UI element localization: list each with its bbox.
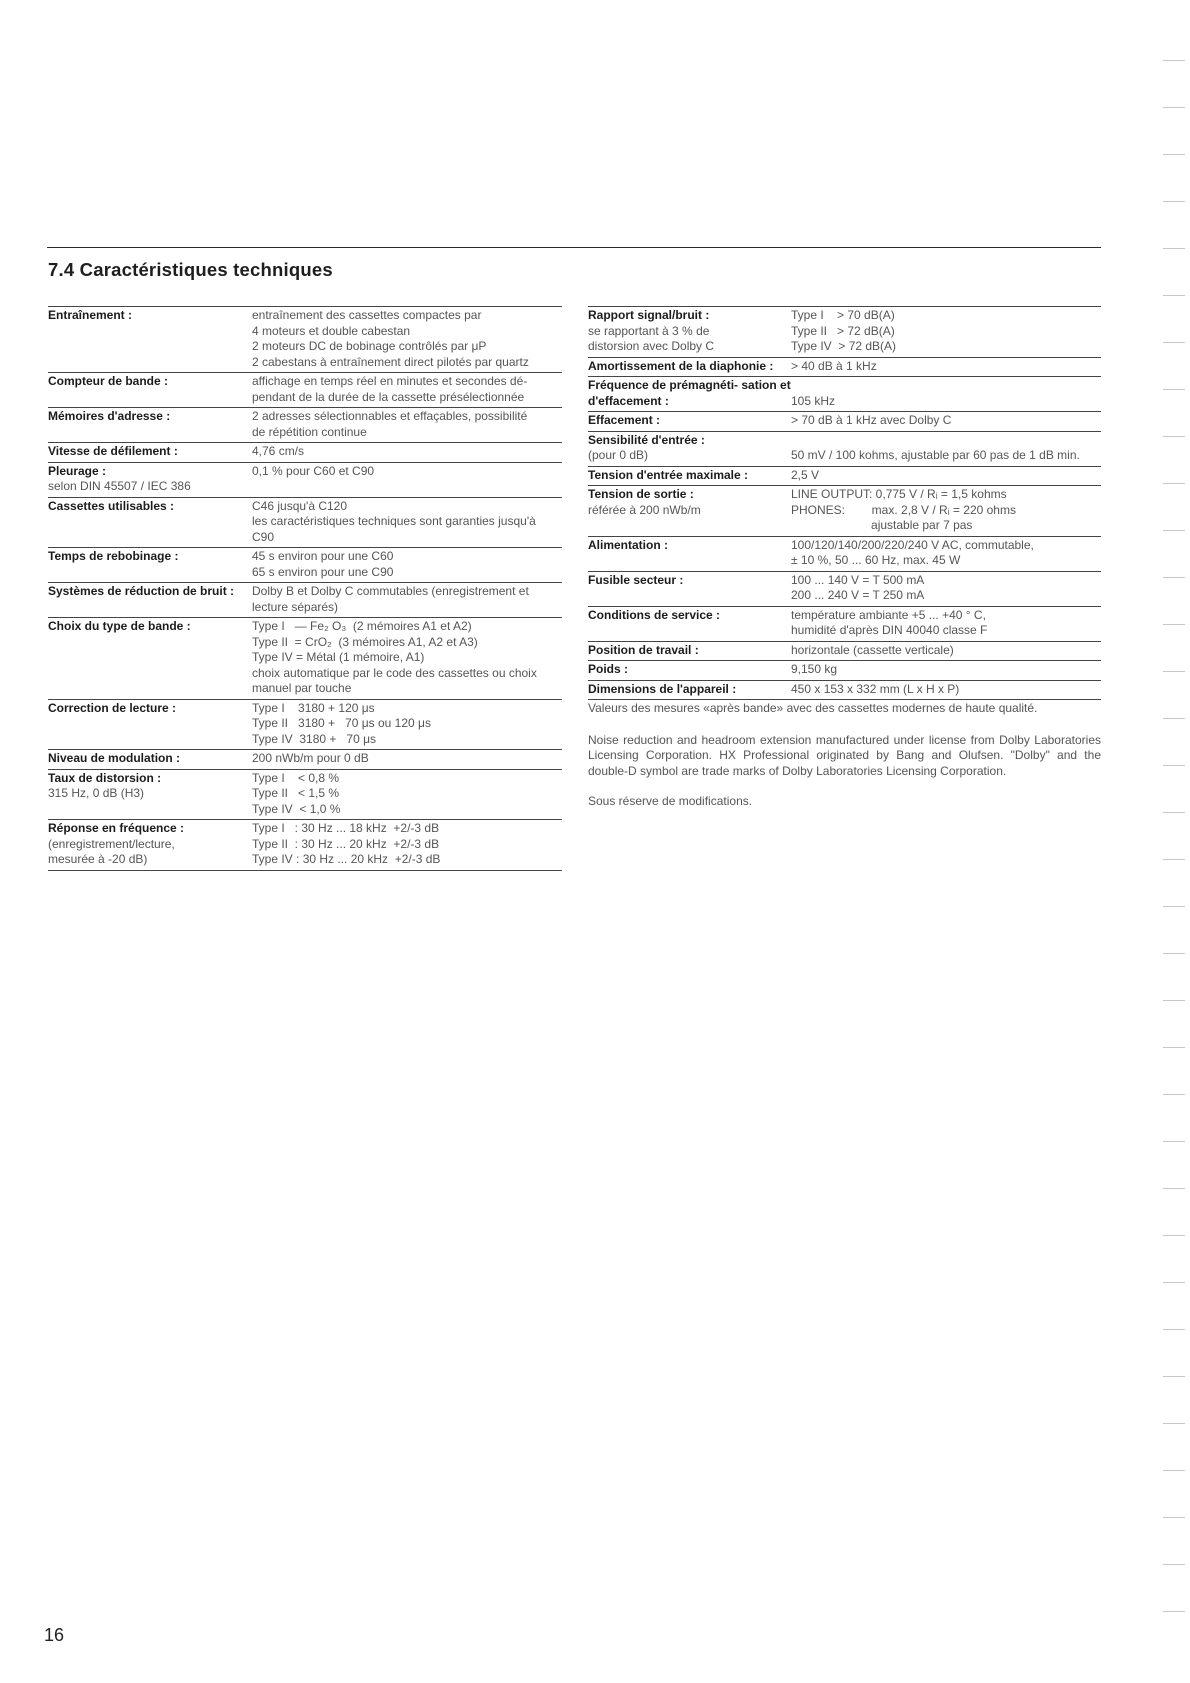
- spec-label: Mémoires d'adresse :: [48, 409, 171, 423]
- spec-value-cell: [252, 464, 562, 495]
- spec-value-cell: [252, 444, 562, 460]
- spec-label: Entraînement :: [48, 308, 133, 322]
- spec-value: LINE OUTPUT: 0,775 V / Rᵢ = 1,5 kohms: [791, 487, 1007, 501]
- spec-label-cell: [48, 308, 252, 370]
- spec-label: Alimentation :: [588, 537, 668, 552]
- margin-mark: [1163, 154, 1185, 155]
- margin-marks: [1163, 60, 1185, 1660]
- margin-mark: [1163, 765, 1185, 766]
- spec-row: [588, 486, 1101, 537]
- spec-label: Vitesse de défilement :: [48, 444, 178, 458]
- spec-label-cell: [48, 751, 252, 767]
- margin-mark: [1163, 671, 1185, 672]
- margin-mark: [1163, 1423, 1185, 1424]
- spec-value: Type II < 1,5 %: [252, 786, 340, 800]
- spec-value-cell: [252, 409, 562, 440]
- margin-mark: [1163, 248, 1185, 249]
- spec-sublabel: (enregistrement/lecture,: [48, 836, 175, 851]
- spec-label-cell: [48, 584, 252, 615]
- spec-label: Poids :: [588, 662, 629, 676]
- left-spec-table: [48, 306, 562, 871]
- spec-value: Type II > 72 dB(A): [791, 323, 895, 338]
- spec-label-cell: [588, 378, 791, 409]
- spec-value-cell: [791, 538, 1101, 569]
- spec-value: PHONES: max. 2,8 V / Rᵢ = 220 ohms: [791, 502, 1016, 517]
- spec-label-cell: [48, 499, 252, 546]
- margin-mark: [1163, 530, 1185, 531]
- spec-value-cell: [791, 682, 1101, 698]
- spec-value-cell: [791, 573, 1101, 604]
- spec-value-cell: [791, 448, 1101, 464]
- spec-value: > 40 dB à 1 kHz: [791, 358, 877, 373]
- spec-value: Type I 3180 + 120 μs: [252, 700, 375, 715]
- spec-label-cell: [588, 308, 791, 355]
- spec-row: [588, 661, 1101, 681]
- spec-label-cell: [588, 682, 791, 698]
- spec-value: 50 mV / 100 kohms, ajustable par 60 pas de 1 dB min.: [791, 448, 1080, 462]
- spec-label-cell: [588, 359, 791, 375]
- margin-mark: [1163, 1000, 1185, 1001]
- spec-value: Type IV > 72 dB(A): [791, 339, 897, 353]
- spec-value: Type II 3180 + 70 μs ou 120 μs: [252, 716, 431, 730]
- spec-value: 2,5 V: [791, 467, 820, 482]
- spec-value: Type IV < 1,0 %: [252, 801, 341, 816]
- spec-value: 0,1 % pour C60 et C90: [252, 463, 375, 478]
- margin-mark: [1163, 906, 1185, 907]
- top-rule: [47, 247, 1101, 248]
- spec-label-cell: [588, 538, 791, 569]
- margin-mark: [1163, 624, 1185, 625]
- spec-value-cell: [252, 771, 562, 818]
- spec-value-cell: [252, 499, 562, 546]
- margin-mark: [1163, 342, 1185, 343]
- right-column: [588, 306, 1101, 810]
- spec-label-cell: [48, 549, 252, 580]
- section-title: 7.4 Caractéristiques techniques: [48, 259, 333, 280]
- spec-row: [588, 642, 1101, 662]
- spec-value-cell: [252, 584, 562, 615]
- spec-row: [588, 432, 1101, 467]
- margin-mark: [1163, 718, 1185, 719]
- spec-label-cell: [48, 409, 252, 440]
- spec-label: Compteur de bande :: [48, 374, 169, 388]
- spec-sublabel: distorsion avec Dolby C: [588, 339, 715, 353]
- spec-row: [48, 583, 562, 618]
- spec-row: [48, 408, 562, 443]
- margin-mark: [1163, 812, 1185, 813]
- spec-row: [48, 307, 562, 373]
- spec-value: 2 moteurs DC de bobinage contrôlés par μP: [252, 339, 487, 353]
- spec-value: > 70 dB à 1 kHz avec Dolby C: [791, 413, 952, 427]
- spec-value: lecture séparés): [252, 599, 339, 614]
- spec-label: Réponse en fréquence :: [48, 821, 185, 835]
- margin-mark: [1163, 295, 1185, 296]
- spec-value-cell: [791, 359, 1101, 375]
- margin-mark: [1163, 436, 1185, 437]
- spec-label: Correction de lecture :: [48, 700, 177, 715]
- spec-value-cell: [791, 487, 1101, 534]
- margin-mark: [1163, 1094, 1185, 1095]
- spec-value: Type II : 30 Hz ... 20 kHz +2/-3 dB: [252, 836, 440, 851]
- spec-label: Dimensions de l'appareil :: [588, 681, 737, 696]
- spec-value-cell: [791, 413, 1101, 429]
- margin-mark: [1163, 953, 1185, 954]
- spec-label: Temps de rebobinage :: [48, 549, 179, 563]
- spec-value: 2 adresses sélectionnables et effaçables, possibilité: [252, 409, 528, 423]
- modifications-note: Sous réserve de modifications.: [588, 794, 753, 808]
- spec-value: pendant de la durée de la cassette présélectionnée: [252, 389, 525, 404]
- spec-row: [588, 307, 1101, 358]
- spec-value: Type IV 3180 + 70 μs: [252, 731, 376, 746]
- margin-mark: [1163, 1235, 1185, 1236]
- spec-label: Sensibilité d'entrée :: [588, 432, 705, 447]
- spec-label: Cassettes utilisables :: [48, 498, 175, 513]
- spec-row: [48, 770, 562, 821]
- margin-mark: [1163, 1141, 1185, 1142]
- spec-label: Conditions de service :: [588, 607, 721, 622]
- spec-value: 450 x 153 x 332 mm (L x H x P): [791, 681, 960, 696]
- spec-label-cell: [48, 701, 252, 748]
- margin-mark: [1163, 1611, 1185, 1612]
- spec-label: Choix du type de bande :: [48, 619, 191, 633]
- spec-value-cell: [252, 821, 562, 868]
- spec-value: Dolby B et Dolby C commutables (enregistrement et: [252, 584, 529, 598]
- spec-value: Type I > 70 dB(A): [791, 308, 895, 322]
- spec-value: C90: [252, 529, 275, 544]
- spec-row: [48, 700, 562, 751]
- spec-label: Fréquence de prémagnéti- sation et d'effacement :: [588, 378, 791, 408]
- spec-value: horizontale (cassette verticale): [791, 642, 954, 657]
- spec-value: 4 moteurs et double cabestan: [252, 323, 411, 338]
- spec-label: Tension d'entrée maximale :: [588, 467, 749, 482]
- spec-row: [588, 377, 1101, 412]
- spec-label-cell: [48, 771, 252, 818]
- spec-value: affichage en temps réel en minutes et secondes dé-: [252, 374, 528, 388]
- right-spec-table: [588, 307, 1101, 700]
- spec-label-cell: [48, 619, 252, 697]
- spec-value: Type I — Fe₂ O₃ (2 mémoires A1 et A2): [252, 619, 472, 633]
- spec-value: 200 nWb/m pour 0 dB: [252, 751, 369, 765]
- spec-row: [588, 572, 1101, 607]
- spec-value: 2 cabestans à entraînement direct pilotés par quartz: [252, 354, 529, 369]
- spec-value: Type IV : 30 Hz ... 20 kHz +2/-3 dB: [252, 852, 441, 866]
- spec-row: [48, 498, 562, 549]
- spec-sublabel: référée à 200 nWb/m: [588, 502, 701, 517]
- spec-row: [48, 463, 562, 498]
- spec-sublabel: 315 Hz, 0 dB (H3): [48, 786, 145, 800]
- margin-mark: [1163, 1376, 1185, 1377]
- spec-label-cell: [588, 643, 791, 659]
- spec-value: Type IV = Métal (1 mémoire, A1): [252, 650, 425, 664]
- spec-label-cell: [588, 573, 791, 604]
- margin-mark: [1163, 60, 1185, 61]
- spec-row: [588, 467, 1101, 487]
- spec-label: Pleurage :: [48, 463, 107, 478]
- spec-value: choix automatique par le code des cassettes ou choix: [252, 665, 537, 680]
- spec-label: Rapport signal/bruit :: [588, 308, 710, 322]
- measurement-note: Valeurs des mesures «après bande» avec des cassettes modernes de haute qualité.: [588, 701, 1038, 715]
- spec-value: Type I < 0,8 %: [252, 770, 340, 785]
- dolby-license-note: Noise reduction and headroom extension manufactured under license from Dolby Laboratories Licensing Corporation. HX Professional originated by Bang and Olufsen. "Dolby" and the double-D symbol are trade marks of Dolby Laboratories Licensing Corporation.: [588, 732, 1101, 778]
- spec-row: [588, 412, 1101, 432]
- spec-label-cell: [48, 821, 252, 868]
- spec-value: température ambiante +5 ... +40 ° C,: [791, 607, 986, 622]
- spec-row: [588, 537, 1101, 572]
- spec-value: 100/120/140/200/220/240 V AC, commutable,: [791, 537, 1034, 552]
- spec-row: [48, 618, 562, 700]
- spec-row: [48, 548, 562, 583]
- spec-value: 4,76 cm/s: [252, 444, 305, 458]
- margin-mark: [1163, 1329, 1185, 1330]
- spec-label-cell: [588, 608, 791, 639]
- spec-value: 45 s environ pour une C60: [252, 549, 394, 563]
- spec-label: Position de travail :: [588, 642, 699, 657]
- spec-label: Effacement :: [588, 413, 661, 427]
- spec-label-cell: [588, 433, 791, 464]
- margin-mark: [1163, 1564, 1185, 1565]
- spec-row: [48, 750, 562, 770]
- spec-sublabel: (pour 0 dB): [588, 448, 649, 462]
- spec-label: Systèmes de réduction de bruit :: [48, 584, 235, 598]
- spec-label-cell: [588, 487, 791, 534]
- margin-mark: [1163, 201, 1185, 202]
- spec-value-cell: [252, 751, 562, 767]
- spec-value-cell: [791, 608, 1101, 639]
- spec-value-cell: [252, 549, 562, 580]
- spec-label-cell: [588, 662, 791, 678]
- spec-value: de répétition continue: [252, 424, 367, 439]
- spec-value: 9,150 kg: [791, 662, 838, 676]
- spec-sublabel: selon DIN 45507 / IEC 386: [48, 479, 191, 493]
- spec-label: Amortissement de la diaphonie :: [588, 358, 774, 373]
- spec-value-cell: [252, 701, 562, 748]
- spec-value-cell: [791, 394, 1101, 410]
- margin-mark: [1163, 1047, 1185, 1048]
- spec-label-cell: [48, 444, 252, 460]
- margin-mark: [1163, 859, 1185, 860]
- spec-value: Type II = CrO₂ (3 mémoires A1, A2 et A3): [252, 634, 478, 649]
- spec-label-cell: [48, 464, 252, 495]
- spec-value: 100 ... 140 V = T 500 mA: [791, 572, 925, 587]
- spec-row: [48, 820, 562, 871]
- spec-value: C46 jusqu'à C120: [252, 498, 348, 513]
- spec-label: Niveau de modulation :: [48, 751, 181, 765]
- spec-label-cell: [48, 374, 252, 405]
- spec-label: Taux de distorsion :: [48, 770, 162, 785]
- spec-value: humidité d'après DIN 40040 classe F: [791, 623, 988, 637]
- margin-mark: [1163, 483, 1185, 484]
- spec-row: [588, 358, 1101, 378]
- spec-value: Type I : 30 Hz ... 18 kHz +2/-3 dB: [252, 821, 440, 835]
- page-number: 16: [44, 1625, 65, 1645]
- spec-value-cell: [791, 308, 1101, 355]
- spec-label-cell: [588, 468, 791, 484]
- spec-value: les caractéristiques techniques sont garanties jusqu'à: [252, 514, 536, 528]
- margin-mark: [1163, 1188, 1185, 1189]
- spec-row: [48, 373, 562, 408]
- spec-value: 65 s environ pour une C90: [252, 564, 394, 579]
- spec-label-cell: [588, 413, 791, 429]
- spec-value-cell: [791, 662, 1101, 678]
- spec-row: [588, 681, 1101, 701]
- spec-value: 200 ... 240 V = T 250 mA: [791, 588, 925, 602]
- spec-value: 105 kHz: [791, 393, 836, 408]
- spec-label: Fusible secteur :: [588, 572, 684, 587]
- spec-sublabel: se rapportant à 3 % de: [588, 323, 710, 338]
- spec-value: manuel par touche: [252, 681, 352, 695]
- spec-value-cell: [791, 643, 1101, 659]
- spec-value-cell: [791, 468, 1101, 484]
- spec-value-cell: [252, 619, 562, 697]
- margin-mark: [1163, 1517, 1185, 1518]
- margin-mark: [1163, 389, 1185, 390]
- margin-mark: [1163, 1470, 1185, 1471]
- spec-value: ajustable par 7 pas: [791, 518, 973, 532]
- spec-row: [48, 443, 562, 463]
- margin-mark: [1163, 1282, 1185, 1283]
- spec-value-cell: [252, 374, 562, 405]
- margin-mark: [1163, 577, 1185, 578]
- margin-mark: [1163, 107, 1185, 108]
- spec-row: [588, 607, 1101, 642]
- spec-value: ± 10 %, 50 ... 60 Hz, max. 45 W: [791, 553, 961, 567]
- spec-value-cell: [252, 308, 562, 370]
- spec-label: Tension de sortie :: [588, 487, 694, 501]
- spec-value: entraînement des cassettes compactes par: [252, 308, 482, 322]
- spec-sublabel: mesurée à -20 dB): [48, 852, 148, 866]
